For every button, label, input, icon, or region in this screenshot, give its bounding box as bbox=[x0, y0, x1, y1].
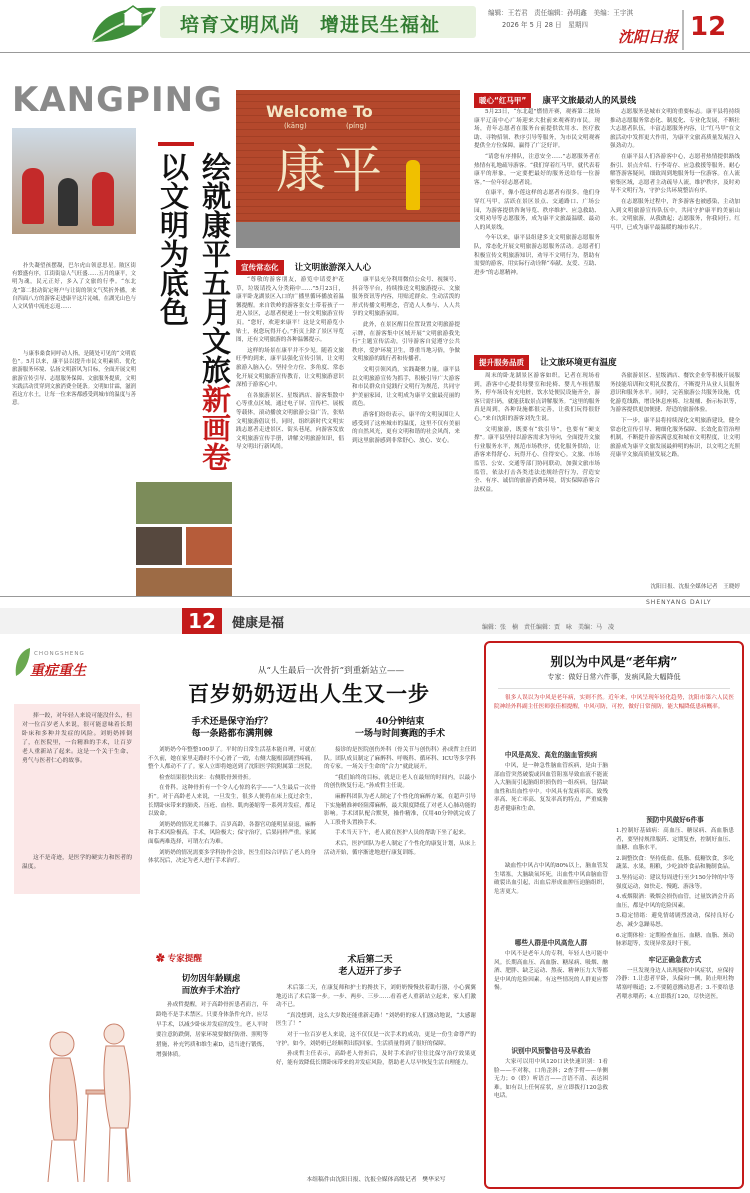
stroke-sec1-body2: 缺血性中风占中风的80%以上，脑血管发生堵塞，大脑缺氧坏死，出血性中风由脑血管破裂出血引起，出血后形成血肿压迫脑组织，危害更大。 bbox=[494, 863, 608, 895]
column-label: 重症重生 bbox=[30, 663, 86, 679]
section-c-heading bbox=[474, 350, 740, 368]
section-a-headline: 让文明旅游深入人心 bbox=[294, 263, 372, 273]
health-editors: 编辑：张 楠 责任编辑：贾 咏 美编：马 凌 bbox=[482, 624, 615, 631]
kangping-label: KANGPING bbox=[12, 80, 223, 120]
paragraph: “请您有序排队，注意安全……”志愿服务者在热情有礼地疏导游客。“我们穿着红马甲，就代表着康平的形象，一定要把最好的服务送给每一位游客。”一位年轻志愿者说。 bbox=[474, 153, 600, 186]
stroke-sec1-title: 中风是高发、高危的脑血管疾病 bbox=[504, 751, 598, 759]
list-item: 6.定期体检：定期检查血压、血糖、血脂、颈动脉彩超等，发现异常及时干预。 bbox=[616, 932, 734, 948]
page-separator bbox=[0, 596, 750, 597]
section-c-col2 bbox=[610, 372, 740, 578]
elderly-walker-illustration bbox=[14, 1010, 154, 1190]
lead-text-2: 这不是奇迹，是医学的硬实力和医者的温度。 bbox=[22, 855, 132, 870]
leaf-logo-icon bbox=[86, 2, 162, 48]
stroke-sec5-title: 牢记正确急救方式 bbox=[648, 955, 702, 964]
section-b-headline: 康平文旅最动人的风景线 bbox=[542, 96, 636, 106]
stroke-col1 bbox=[494, 744, 608, 1184]
kangping-intro-2: 与康事桑食同呼动人指，是随处可见的“文明底色”。5月以来，康平县以提升市民文明素质、优化旅游服务环境、弘扬文明新风为目标，全面开展文明旅游宣传引导、志愿服务保障、文旅服务提质，文明实践活动贯穿到文旅消费全链条。文明如甘霖，滋润着这方水土，让每一位来客都感受到城市的温度与善意。 bbox=[12, 351, 136, 407]
paragraph: 在康平县人们各游客中心，志愿者热情提供路线指引、景点介绍、行李寄存、应急救援等服务，耐心解答游客疑问，细致周到地服务每一位游客。在人流密集区域，志愿者主动疏导人流，维护秩序，及时劝导不文明行为，守护公共环境整洁有序。 bbox=[610, 153, 740, 195]
small-photo-2 bbox=[136, 527, 182, 565]
q1-title-line1: 手术还是保守治疗？ bbox=[191, 717, 273, 727]
header-rule bbox=[0, 52, 750, 53]
tip-title-line2: 而放弃手术治疗 bbox=[181, 985, 241, 995]
headline-part2: 以文明为底色 bbox=[156, 152, 190, 326]
list-item: 3.坚持运动：建议每周进行至少150分钟的中等强度运动，如快走、慢跑、游泳等。 bbox=[616, 874, 734, 890]
paragraph: 志愿服务是城市文明的重要标志。康平县将持续推动志愿服务常态化、制度化、专业化发展，不断壮大志愿者队伍，丰富志愿服务内容，让“红马甲”在文旅活动中发挥更大作用，为康平文旅高质量发展注入强劲动力。 bbox=[610, 109, 740, 150]
paragraph: “我们始终的目标，就是让老人在最短的时间内，以最小的创伤恢复行走。”孙成哲主任说。 bbox=[324, 774, 476, 790]
date-line: 2026 年 5 月 28 日 星期四 bbox=[502, 21, 589, 29]
paragraph: “尊敬的游客朋友，游览中请爱护花草，垃圾请投入分类箱中……”5月23日，康平卧龙湖景区入口的广播里循环播放着温馨提醒。来自铁岭的游客张女士带着孩子一进入景区，志愿者便递上一份文明旅游宣传页。“您好，欢迎来康平！这是文明游览小贴士，祝您玩得开心。”折页上除了景区导览图，还有文明旅游的各种温馨提示。 bbox=[236, 277, 344, 344]
headline-part1: 绘就康平五月文旅 bbox=[198, 152, 232, 384]
leaf-accent-icon bbox=[12, 646, 32, 680]
stroke-sec2-body: 中风不是老年人的专利，年轻人也可能中风。长期高血压、高血脂、糖尿病、吸烟、酗酒、肥胖、缺乏运动、熬夜、精神压力大等都是中风的危险因素。有这些情况的人群更应警惕。 bbox=[494, 951, 608, 992]
visitor-figure bbox=[406, 160, 420, 210]
paragraph: 文明旅游，既要有“软引导”，也要有“硬支撑”。康平县坚持以游客需求为导向，全面提升文旅行业服务水平，规范市场秩序，优化服务供给，让游客来得舒心、玩得开心、住得安心。文旅、市场监管、公安、交通等部门协同联动，加强文旅市场监管，依法打击各类违法违规经营行为，营造安全、有序、诚信的旅游消费环境，切实保障游客合法权益。 bbox=[474, 426, 600, 493]
section-b-heading bbox=[474, 88, 740, 106]
q3-title-line1: 术后第二天 bbox=[347, 955, 393, 965]
section-c-tag: 提升服务品质 bbox=[474, 355, 529, 370]
tip-title bbox=[156, 972, 266, 996]
section-a-tag: 宣传常态化 bbox=[236, 260, 284, 275]
stroke-sec4-title: 预防中风做好6件事 bbox=[646, 816, 704, 824]
stroke-subtitle: 专家：做好日常六件事，发病风险大幅降低 bbox=[547, 673, 681, 681]
tip-title-line1: 切勿因年龄顾虑 bbox=[181, 973, 241, 983]
pinyin-2: (píng) bbox=[346, 122, 367, 130]
section-a-col1 bbox=[236, 276, 344, 592]
kangping-intro: 扑失凝望孩摆凝，巴尔虎山领意思星。陂区街有繁盛有序，江街街扇人气旺盛……五月的康平，文明为魂，民元正好，多入了文旅的行季。“东北龙”第二批动街定呀户与让街的领文气奖折外播，来自四面八方的游客走进康平这片沁城，在湖光山色与人文风情中流连忘返…… bbox=[12, 263, 136, 311]
tip-icon: ✿ bbox=[156, 954, 165, 964]
stroke-title: 别以为中风是“老年病” bbox=[550, 654, 678, 669]
health-page-number: 12 bbox=[182, 608, 222, 634]
q2-title bbox=[324, 716, 476, 740]
paragraph: 今年以来，康平县组建多支文明旅游志愿服务队，常态化开展文明旅游志愿服务活动。志愿者们积极宣传文明旅游知识，劝导不文明行为，帮助有需要的游客，用实际行动诠释“奉献、友爱、互助、进步”的志愿精神。 bbox=[474, 235, 600, 276]
lead-text: 摔一跤，对年轻人来说可能没什么，但对一位百岁老人来说，很可能意味着长期卧床和多种并发症的风险。刘奶奶摔倒了，在医院里，一台精准的手术，让百岁老人重新站了起来。这是一个关于生命、勇气与医者仁心的故事。 bbox=[22, 713, 132, 764]
section-c-headline: 让文旅环境更有温度 bbox=[540, 358, 617, 368]
article-headline: 百岁奶奶迈出人生又一步 bbox=[188, 681, 430, 706]
list-item: 5.稳定情绪：避免情绪剧烈波动，保持良好心态，减少急躁易怒。 bbox=[616, 913, 734, 928]
paragraph: 手术当天下午，老人就在医护人员的帮助下坐了起来。 bbox=[335, 830, 470, 837]
stroke-sec2-title: 哪些人群是中风高危人群 bbox=[514, 939, 588, 947]
article-kicker: 从“人生最后一次骨折”到重新站立—— bbox=[257, 666, 405, 676]
editor-line: 编辑：王若君 责任编辑：孙明鑫 美编：王宇淇 bbox=[488, 9, 634, 17]
paragraph: 这样的场景在康平并不少见。随着文旅旺季的到来，康平县强化宣传引领，让文明旅游入脑入心。坚持全方位、多角度、常态化开展文明旅游宣传教育，让文明旅游意识深植于游客心中。 bbox=[236, 347, 344, 389]
kangping-sign-chars: 康平 bbox=[276, 141, 388, 199]
welcome-photo bbox=[236, 90, 460, 248]
list-item: 4.戒烟限酒：吸烟会损伤血管，过量饮酒会升高血压，都是中风的危险因素。 bbox=[616, 894, 734, 909]
paragraph: 刘奶奶今年整整100岁了。平时的日常生活基本能自理，可就在不久前，她在家里走路时不小心滑了一跤，右侧大腿根部剧烈疼痛，整个人都动不了了。家人立即将她送到了沈阳医学院附属第二医院。 bbox=[148, 747, 316, 771]
column-label-en: CHONGSHENG bbox=[34, 651, 85, 657]
paragraph: 在各旅游景区、星级酒店、游客集散中心等重点区域，通过电子屏、宣传栏、展板等载体，滚动播放文明旅游公益广告，张贴文明旅游倡议书。同时，组织新时代文明实践志愿者走进景区、街头巷尾，向游客发放文明旅游宣传手册，讲解文明旅游知识，倡导文明出行新风尚。 bbox=[236, 392, 344, 451]
paragraph: 各旅游景区、星级酒店、餐饮企业等积极开展服务技能培训和文明礼仪教育，不断提升从业人员服务意识和服务水平。同时，完善旅游公共服务设施，优化游览线路，增设休息座椅、垃圾桶、指示标识等，为游客提供更加便捷、舒适的旅游体验。 bbox=[610, 373, 740, 414]
paragraph: 术后，医护团队为老人制定了个性化的康复计划，从床上活动开始，循序渐进地进行康复训练。 bbox=[324, 840, 476, 856]
q3-title bbox=[300, 954, 440, 978]
list-item: 2.调整饮食：坚持低盐、低脂、低糖饮食，多吃蔬菜、水果，粗粮，少吃油炸食品和腌制食品。 bbox=[616, 855, 734, 871]
stroke-sec4-list bbox=[616, 827, 734, 949]
paragraph: “真没想到，这么大岁数还能重新走路！”刘奶奶的家人们激动地说，“太感谢医生了！” bbox=[276, 1012, 476, 1028]
section-a-col2 bbox=[352, 276, 460, 592]
section-b-col2 bbox=[610, 108, 740, 340]
q3-body bbox=[276, 984, 476, 1172]
small-photo-3 bbox=[186, 527, 232, 565]
stroke-lead: 很多人误以为中风是老年病，实则不然。近年来，中风呈现年轻化趋势，沈阳市第六人民医院神经外科副主任医师张佳相提醒，中风可防，可控，做好日常预防，能大幅降低患病概率。 bbox=[494, 695, 734, 710]
english-masthead: SHENYANG DAILY bbox=[646, 599, 712, 606]
headline-highlight: 新画卷 bbox=[198, 384, 232, 471]
q3-title-line2: 老人迈开了步子 bbox=[338, 967, 402, 977]
slogan-text: 培育文明风尚 增进民生福祉 bbox=[180, 14, 441, 36]
tip-label bbox=[156, 952, 236, 966]
paragraph: 游客们纷纷表示，康平的文明氛围让人感受到了这座城市的温度，这里不仅有美丽的自然风光，更有文明和谐的社会风尚，来到这里旅游感到非常舒心、放心、安心。 bbox=[352, 411, 460, 444]
stroke-sec1-body: 中风，是一种急性脑血管疾病，是由于脑部血管突然破裂或因血管阻塞导致血液不能流入大脑而引起脑组织损伤的一组疾病，包括缺血性和出血性卒中。中风具有发病率高、致残率高、死亡率高、复发率高的特点，严重威胁患者健康和生命。 bbox=[494, 763, 608, 812]
section-a-heading bbox=[236, 255, 460, 273]
list-item: 1.控制好基础病：高血压、糖尿病、高血脂患者，要坚持规律服药、定期复查，控制好血压、血糖、血脂水平。 bbox=[616, 828, 734, 852]
paragraph: 5月23日，“东北超”燃情开赛，观赛第二批场康平辽南中心广场迎来大批前来观赛的市民。现场，青年志愿者在服务台前提供饮用水、医疗救助、寻物招领、秩序引导等服务，为市民文明观赛提供全方位保障，赢得了广泛好评。 bbox=[474, 109, 600, 150]
q1-body bbox=[148, 746, 316, 944]
header-divider bbox=[682, 10, 684, 50]
paragraph: 文明引领风尚，实践凝聚力量。康平县以文明旅游宣传为抓手，积极引导广大游客和市民群众自觉践行文明行为规范，共同守护美丽家园，让文明成为康平文旅最亮丽的底色。 bbox=[352, 366, 460, 408]
section-b-col1 bbox=[474, 108, 600, 340]
section-b-tag: 暖心“红马甲” bbox=[474, 93, 531, 108]
lead-box bbox=[14, 704, 140, 894]
section-c-byline: 沈阳日报、沈报全媒体记者 王晓婷 bbox=[650, 584, 740, 590]
tip-label-text: 专家提醒 bbox=[167, 954, 202, 964]
pinyin-1: (kāng) bbox=[284, 122, 307, 130]
welcome-sign: Welcome To bbox=[266, 102, 373, 121]
q2-body bbox=[324, 746, 476, 942]
paragraph: 刘奶奶的情况需要多学科协作会诊，医生们综合评估了老人的身体状况后，决定为老人进行手术治疗。 bbox=[148, 849, 316, 865]
kangping-headline bbox=[146, 152, 236, 482]
paragraph: 在志愿服务过程中，许多游客也被感染，主动加入到文明旅游宣传队伍中，共同守护康平的美丽山水。文明旅游，从我做起；志愿服务，你我同行。红马甲，已成为康平最温暖的城市名片。 bbox=[610, 198, 740, 231]
stroke-sec5-body: 一旦发现身边人出现疑似中风症状，应保持冷静：1.让患者平卧，头偏向一侧，防止呕吐物堵塞呼吸道；2.不要随意搬动患者；3.不要给患者喂水喂药；4.立即拨打120，尽快送医。 bbox=[616, 967, 734, 1000]
q2-title-line1: 40分钟结束 bbox=[375, 717, 425, 727]
stroke-sec3-body: 大家可以用中风120口诀快速识别：1看脸——不对称，口角歪斜；2查手臂——单侧无力；0（聆）听语言——言语不清、表达困难。如有以上任何症状，应立即拨打120急救电话。 bbox=[494, 1059, 608, 1100]
volunteers-photo bbox=[12, 128, 136, 234]
tip-body: 孙成哲提醒，对于高龄骨折患者而言，年龄绝不是手术禁区。只要身体条件允许，应尽早手术，以减少卧床并发症的发生。老人平时要注意防跌倒，居家环境要做好防滑、照明等措施，补充钙质和维生素D，适当进行锻炼，增强体质。 bbox=[156, 1002, 268, 1058]
paragraph: 检查结果很快出来：右侧股骨颈骨折。 bbox=[159, 774, 255, 781]
health-byline: 本组稿件由沈阳日报、沈报全媒体高级记者 樊华采写 bbox=[306, 1177, 446, 1183]
paragraph: 在康平，像小莲这样的志愿者有很多。他们身穿红马甲，活跃在景区景点、交通路口、广场公园，为游客提供咨询导览、秩序维护、应急救助、文明劝导等志愿服务，成为康平文旅最温暖、最动人的风景线。 bbox=[474, 190, 600, 231]
title-accent-bar bbox=[158, 142, 194, 146]
paragraph: 在骨科，这种骨折有一个令人心惊的名字——“人生最后一次骨折”。对于高龄老人来说，一旦发生，很多人便将在床上度过余生，长期卧床带来的肺炎、压疮、血栓、肌肉萎缩等一系列并发症，都足以致命。 bbox=[148, 785, 316, 818]
q1-title bbox=[148, 716, 316, 740]
paper-name: 沈阳日报 bbox=[618, 28, 679, 46]
paragraph: 此外，在景区醒目位置设置文明旅游提示牌，在游客集中区域开展“文明旅游我先行”主题宣传活动，引导游客自觉遵守公共秩序，爱护环境卫生，尊重当地习俗，争做文明旅游的践行者和传播者。 bbox=[352, 321, 460, 363]
paragraph: 康平县充分利用微信公众号、视频号、抖音等平台，持续推送文明旅游提示、文旅服务资讯等内容，用贴近群众、生动活泼的形式传播文明理念，营造人人参与、人人共享的文明旅游氛围。 bbox=[352, 277, 460, 318]
paragraph: 对于一位百岁老人来说，这不仅仅是一次手术的成功，更是一份生命尊严的守护。如今，刘奶奶已经顺利出院回家，生活质量得到了很好的保障。 bbox=[276, 1031, 476, 1047]
q2-title-line2: 一场与时间赛跑的手术 bbox=[354, 729, 445, 739]
paragraph: 刘奶奶的情况尤其棘手。百岁高龄，各器官功能明显衰退，麻醉和手术风险极高。手术，风险极大；保守治疗，后果同样严重。家属面临两难选择，可谓左右为难。 bbox=[148, 821, 316, 845]
health-section-title: 健康是福 bbox=[232, 616, 285, 631]
ground bbox=[236, 222, 460, 248]
paragraph: 接诊的是医院创伤外科（骨关节与创伤科）孙成哲主任团队。团队成员制定了麻醉科、呼吸科、循环科、ICU等多学科的专家。一场关于生命的“合力”就此展开。 bbox=[324, 747, 476, 771]
q1-title-line2: 每一条路都布满荆棘 bbox=[191, 729, 273, 739]
stroke-sec3-title: 识别中风预警信号及早救治 bbox=[511, 1047, 591, 1055]
paragraph: 麻醉科团队为老人制定了个性化的麻醉方案，在超声引导下实施精准神经阻滞麻醉，最大限度降低了对老人心肺功能的影响。手术团队配合默契，操作精准，仅用40分钟就完成了人工股骨头置换手术。 bbox=[324, 793, 476, 826]
paragraph: 孙成哲主任表示，高龄老人骨折后，及时手术治疗往往比保守治疗效果更好，能有效降低长期卧床带来的并发症风险，帮助老人尽早恢复生活自理能力。 bbox=[276, 1051, 476, 1066]
small-photo-1 bbox=[136, 482, 232, 524]
stroke-rule bbox=[498, 688, 730, 689]
section-c-col1 bbox=[474, 372, 600, 592]
paragraph: 下一步，康平县将持续深化文明旅游建设，健全常态化宣传引导、精细化服务保障、长效化监管治理机制，不断提升游客满意度和城市文明程度，让文明旅游成为康平文旅发展最鲜明的标识，以文明之光照亮康平文旅高质量发展之路。 bbox=[610, 417, 740, 459]
paragraph: 术后第二天，在康复师和护士的搀扶下，刘奶奶慢慢扶着助行器，小心翼翼地迈出了术后第一步。一步、两步、三步……看着老人重新站立起来，家人们激动不已。 bbox=[276, 985, 476, 1009]
page-number: 12 bbox=[690, 12, 727, 42]
small-photo-4 bbox=[136, 568, 232, 596]
stroke-col2 bbox=[616, 744, 734, 1184]
page-header bbox=[0, 0, 750, 60]
paragraph: 周末的卧龙湖景区游客如织。记者在现场看到，游客中心提供母婴室和轮椅、婴儿车租借服务，停车场设有充电桩，饮水处便民设施齐全，游客只需扫码，就能获取景点讲解服务。“这里的服务真是周到，各种设施都很完善，让我们玩得很舒心。”来自沈阳的游客刘先生说。 bbox=[474, 373, 600, 422]
